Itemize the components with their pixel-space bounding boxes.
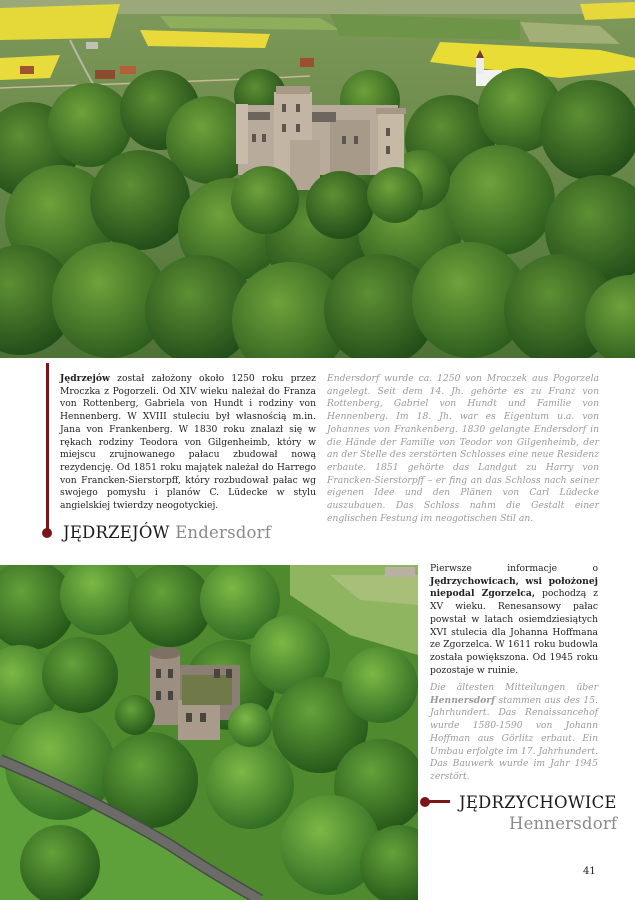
title-pl-2: JĘDRZYCHOWICE xyxy=(459,793,617,812)
castle-aerial-photo xyxy=(0,0,635,358)
german-paragraph-1: wurde ca. 1250 von Mroczek aus Pogorzela angelegt. Seit dem 14. Jh. gehörte es zu Franz von Rottenberg, Gabriel von Hundt und Familie von Hennenberg. Im 18. Jh. war es Eigentum u.a. von Johannes von Frankenberg. 1830 gelangte Endersdorf in die Hände der Familie von Teodor von Gilgenheimb, der an der Stelle des zerstörten Schlosses eine neue Residenz erbaute. 1851 gehörte das Landgut zu Harry von Francken-Sierstorpff – er fing an das Schloss nach seiner eigenen Idee und den Plänen von Carl Lüdecke auszubauen. Das Schloss nahm die Gestalt einer englischen Festung im neogotischen Stil an. xyxy=(327,373,599,524)
place-name-pl-1: Jędrzejów xyxy=(60,373,110,384)
place-name-pl-2: Jędrzychowicach, xyxy=(430,575,519,587)
german-paragraph-2: stammen aus des 15. Jahrhundert. Das Renaissancehof wurde 1580-1590 von Johann Hoffman aus Görlitz erbaut. Ein Umbau erfolgte im 17. Jahrhundert. Das Bauwerk wurde im Jahr 1945 zerstört. xyxy=(430,694,598,782)
accent-line-1 xyxy=(46,363,49,531)
ruin-aerial-photo xyxy=(0,565,418,900)
german-description-2 xyxy=(430,682,598,784)
village-location-2: wsi położonej niepodal Zgorzelca, xyxy=(430,575,598,600)
polish-description-2 xyxy=(430,563,598,677)
title-de-2: Hennersdorf xyxy=(509,814,618,833)
title-de-1: Endersdorf xyxy=(175,523,272,542)
polish-description-1 xyxy=(60,373,316,513)
title-pl-1: JĘDRZEJÓW xyxy=(63,523,170,542)
polish-paragraph-1: został założony około 1250 roku przez Mroczka z Pogorzeli. Od XIV wieku należał do Franza von Rottenberg, Gabriela von Hundt i rodziny von Hennenberg. W XVIII stuleciu był własnością m.in. Jana von Frankenberg. W 1830 roku znalazł się w rękach rodziny Teodora von Gilgenheimb, który w miejscu zrujnowanego pałacu zbudował nową rezydencję. Od 1851 roku majątek należał do Harrego von Francken-Sierstorpff, który rozbudował pałac wg swojego pomysłu i planów C. Lüdecke w stylu angielskiej twierdzy neogotyckiej. xyxy=(60,373,316,512)
accent-dot-1 xyxy=(42,528,52,538)
page-number: 41 xyxy=(583,866,596,877)
place-name-de-1: Endersdorf xyxy=(327,373,380,384)
section-title-2 xyxy=(459,793,617,812)
german-description-1 xyxy=(327,373,599,525)
section-title-1 xyxy=(63,523,271,542)
polish-paragraph-2: pochodzą z XV wieku. Renesansowy pałac powstał w latach osiemdziesiątych XVI stulecia dla Johanna Hoffmana ze Zgorzelca. W 1611 roku budowla została powiększona. Od 1945 roku pozostaje w ruinie. xyxy=(430,588,599,676)
accent-line-2 xyxy=(428,800,450,803)
german-intro-2: Die ältesten Mitteilungen über xyxy=(430,682,598,693)
polish-intro-2: Pierwsze informacje o xyxy=(430,563,598,574)
place-name-de-2: Hennersdorf xyxy=(430,694,496,706)
